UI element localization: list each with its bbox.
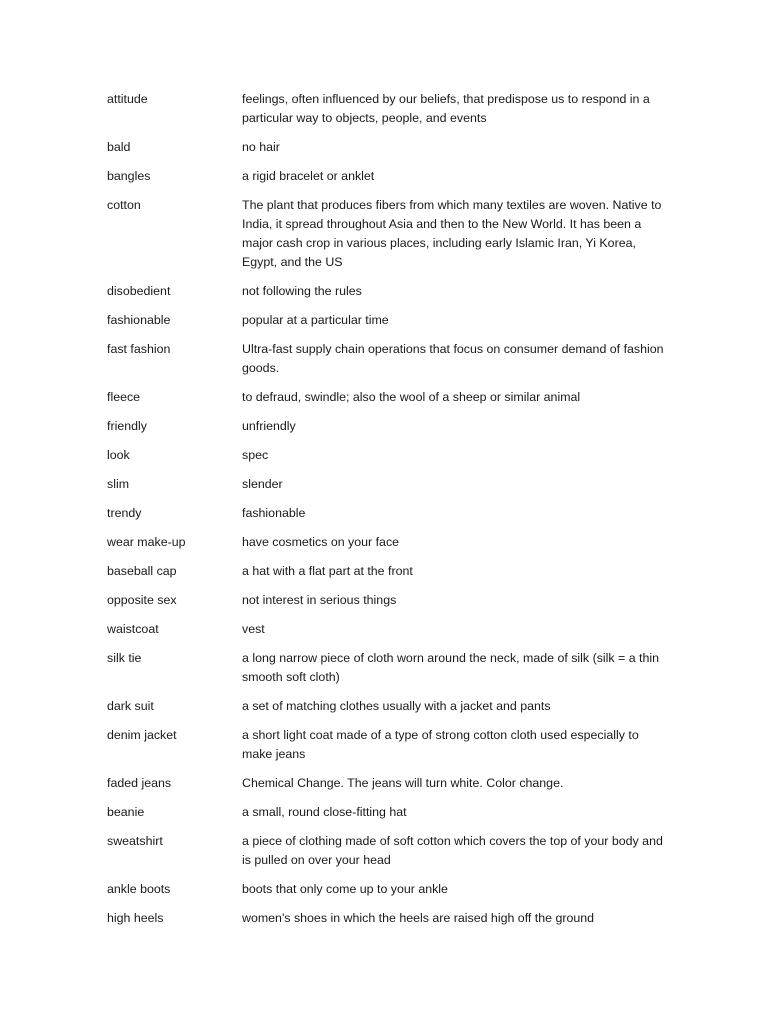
glossary-row bbox=[107, 90, 668, 138]
glossary-term: bangles bbox=[107, 169, 151, 183]
glossary-term: slim bbox=[107, 477, 130, 491]
glossary-definition: Ultra-fast supply chain operations that focus on consumer demand of fashion goods. bbox=[242, 342, 664, 375]
glossary-definition: have cosmetics on your face bbox=[242, 535, 400, 549]
glossary-list bbox=[107, 90, 668, 938]
glossary-definition: spec bbox=[242, 448, 269, 462]
glossary-term: silk tie bbox=[107, 651, 142, 665]
glossary-row bbox=[107, 649, 668, 697]
glossary-row bbox=[107, 446, 668, 475]
glossary-row bbox=[107, 417, 668, 446]
glossary-row bbox=[107, 504, 668, 533]
glossary-definition: unfriendly bbox=[242, 419, 296, 433]
glossary-row bbox=[107, 533, 668, 562]
glossary-term: fast fashion bbox=[107, 342, 171, 356]
glossary-term: baseball cap bbox=[107, 564, 177, 578]
glossary-definition: a long narrow piece of cloth worn around the neck, made of silk (silk = a thin smooth soft cloth) bbox=[242, 651, 660, 684]
glossary-row bbox=[107, 880, 668, 909]
glossary-definition: boots that only come up to your ankle bbox=[242, 882, 448, 896]
glossary-definition: fashionable bbox=[242, 506, 306, 520]
glossary-definition: a set of matching clothes usually with a jacket and pants bbox=[242, 699, 551, 713]
glossary-definition: Chemical Change. The jeans will turn white. Color change. bbox=[242, 776, 564, 790]
glossary-term: sweatshirt bbox=[107, 834, 163, 848]
glossary-definition: a piece of clothing made of soft cotton which covers the top of your body and is pulled on over your head bbox=[242, 834, 663, 867]
glossary-row bbox=[107, 803, 668, 832]
glossary-term: denim jacket bbox=[107, 728, 177, 742]
glossary-term: fashionable bbox=[107, 313, 171, 327]
glossary-term: fleece bbox=[107, 390, 141, 404]
glossary-definition: no hair bbox=[242, 140, 280, 154]
glossary-row bbox=[107, 167, 668, 196]
glossary-definition: The plant that produces fibers from which many textiles are woven. Native to India, it spread throughout Asia and then to the New World. It has been a major cash crop in various places, including early Islamic Iran, Yi Korea, Egypt, and the US bbox=[242, 198, 662, 269]
glossary-row bbox=[107, 340, 668, 388]
glossary-term: disobedient bbox=[107, 284, 171, 298]
glossary-definition: not interest in serious things bbox=[242, 593, 397, 607]
glossary-row bbox=[107, 774, 668, 803]
glossary-term: faded jeans bbox=[107, 776, 172, 790]
glossary-row bbox=[107, 591, 668, 620]
glossary-row bbox=[107, 832, 668, 880]
glossary-term: ankle boots bbox=[107, 882, 171, 896]
glossary-row bbox=[107, 388, 668, 417]
glossary-row bbox=[107, 620, 668, 649]
glossary-term: opposite sex bbox=[107, 593, 177, 607]
glossary-row bbox=[107, 909, 668, 938]
glossary-row bbox=[107, 475, 668, 504]
glossary-definition: a rigid bracelet or anklet bbox=[242, 169, 375, 183]
glossary-term: waistcoat bbox=[107, 622, 159, 636]
glossary-row bbox=[107, 311, 668, 340]
glossary-row bbox=[107, 562, 668, 591]
glossary-definition: a short light coat made of a type of strong cotton cloth used especially to make jeans bbox=[242, 728, 639, 761]
glossary-definition: feelings, often influenced by our beliefs, that predispose us to respond in a particular way to objects, people, and events bbox=[242, 92, 650, 125]
glossary-row bbox=[107, 196, 668, 282]
glossary-term: trendy bbox=[107, 506, 142, 520]
glossary-term: beanie bbox=[107, 805, 145, 819]
glossary-row bbox=[107, 282, 668, 311]
glossary-definition: not following the rules bbox=[242, 284, 362, 298]
glossary-definition: vest bbox=[242, 622, 265, 636]
glossary-definition: a small, round close-fitting hat bbox=[242, 805, 407, 819]
glossary-term: look bbox=[107, 448, 130, 462]
glossary-row bbox=[107, 697, 668, 726]
glossary-term: cotton bbox=[107, 198, 141, 212]
glossary-row bbox=[107, 138, 668, 167]
glossary-definition: slender bbox=[242, 477, 283, 491]
glossary-row bbox=[107, 726, 668, 774]
glossary-term: attitude bbox=[107, 92, 148, 106]
glossary-term: wear make-up bbox=[107, 535, 186, 549]
glossary-definition: popular at a particular time bbox=[242, 313, 389, 327]
glossary-definition: women's shoes in which the heels are raised high off the ground bbox=[242, 911, 595, 925]
glossary-term: friendly bbox=[107, 419, 147, 433]
glossary-term: high heels bbox=[107, 911, 164, 925]
glossary-term: dark suit bbox=[107, 699, 154, 713]
glossary-definition: to defraud, swindle; also the wool of a sheep or similar animal bbox=[242, 390, 581, 404]
glossary-definition: a hat with a flat part at the front bbox=[242, 564, 413, 578]
glossary-term: bald bbox=[107, 140, 131, 154]
